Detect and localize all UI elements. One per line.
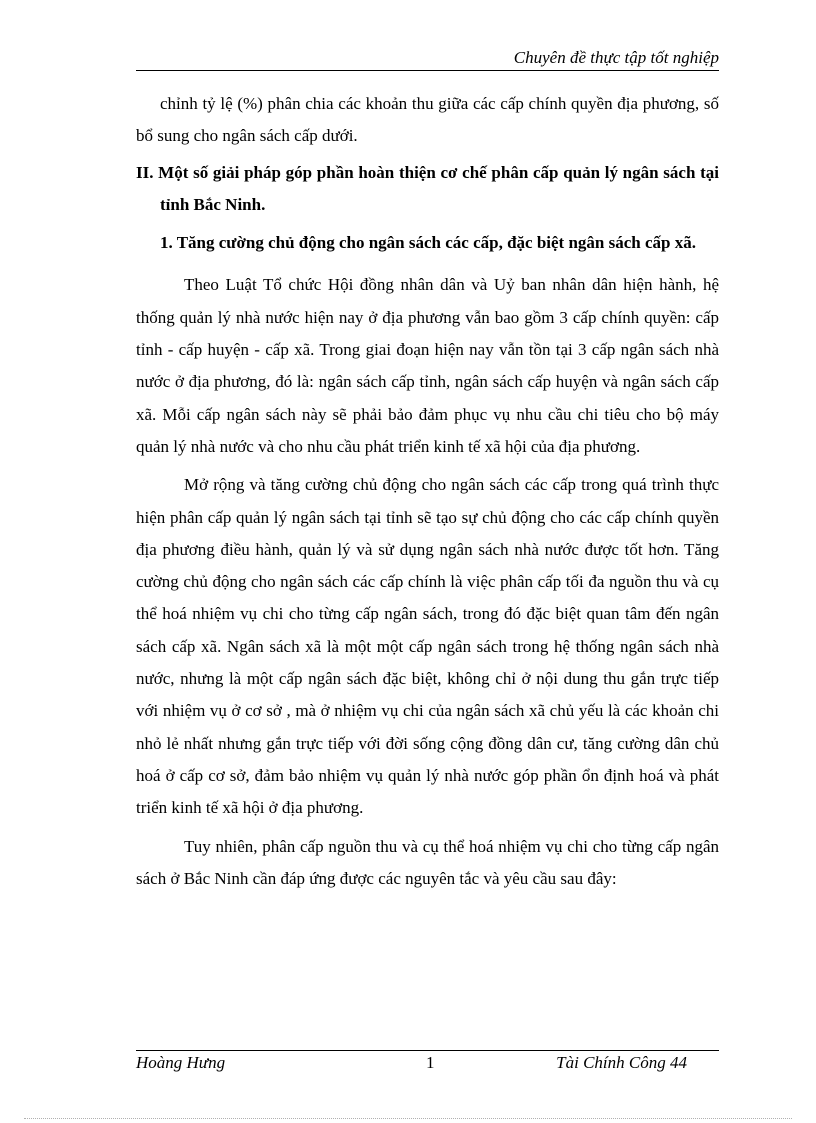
page-edge-divider <box>24 1118 792 1119</box>
section-heading: II. Một số giải pháp góp phần hoàn thiện cơ chế phân cấp quản lý ngân sách tại tỉnh Bắc Ninh. <box>136 162 719 214</box>
paragraph-1: Theo Luật Tổ chức Hội đồng nhân dân và Uỷ ban nhân dân hiện hành, hệ thống quản lý nhà nước hiện nay ở địa phương vẫn bao gồm 3 cấp chính quyền: cấp tỉnh - cấp huyện - cấp xã. Trong giai đoạn hiện nay vẫn tồn tại 3 cấp ngân sách nhà nước ở địa phương, đó là: ngân sách cấp tỉnh, ngân sách cấp huyện và ngân sách cấp xã. Mỗi cấp ngân sách này sẽ phải bảo đảm phục vụ nhu cầu chi tiêu cho bộ máy quản lý nhà nước và cho nhu cầu phát triển kinh tế xã hội của địa phương. <box>136 275 719 456</box>
intro-paragraph: chỉnh tỷ lệ (%) phân chia các khoản thu giữa các cấp chính quyền địa phương, số bổ sung cho ngân sách cấp dưới. <box>136 94 719 146</box>
footer-divider <box>136 1050 719 1051</box>
paragraph-2: Mở rộng và tăng cường chủ động cho ngân sách các cấp trong quá trình thực hiện phân cấp quản lý ngân sách tại tỉnh sẽ tạo sự chủ động cho các cấp chính quyền địa phương điều hành, quản lý và sử dụng ngân sách nhà nước được tốt hơn. Tăng cường chủ động cho ngân sách các cấp chính là việc phân cấp tối đa nguồn thu và cụ thể hoá nhiệm vụ chi cho từng cấp ngân sách, trong đó đặc biệt quan tâm đến ngân sách cấp xã. Ngân sách xã là một một cấp ngân sách trong hệ thống ngân sách nhà nước, nhưng là một cấp ngân sách đặc biệt, không chỉ ở nội dung thu gắn trực tiếp với nhiệm vụ ở cơ sở , mà ở nhiệm vụ chi của ngân sách xã chủ yếu là các khoản chi nhỏ lẻ nhất nhưng gắn trực tiếp với đời sống cộng đồng dân cư, tăng cường dân chủ hoá ở cấp cơ sở, đảm bảo nhiệm vụ quản lý nhà nước góp phần ổn định hoá và phát triển kinh tế xã hội ở địa phương. <box>136 475 719 818</box>
header-title: Chuyên đề thực tập tốt nghiệp <box>513 48 719 67</box>
page-number: 1 <box>426 1053 435 1072</box>
page-header <box>136 48 719 71</box>
paragraph-3: Tuy nhiên, phân cấp nguồn thu và cụ thể hoá nhiệm vụ chi cho từng cấp ngân sách ở Bắc Ninh cần đáp ứng được các nguyên tắc và yêu cầu sau đây: <box>136 836 719 888</box>
subsection-heading: 1. Tăng cường chủ động cho ngân sách các cấp, đặc biệt ngân sách cấp xã. <box>160 233 696 253</box>
footer-author: Hoàng Hưng <box>136 1053 226 1072</box>
document-body <box>136 88 719 901</box>
page-footer <box>136 1053 719 1079</box>
footer-department: Tài Chính Công 44 <box>556 1053 687 1072</box>
